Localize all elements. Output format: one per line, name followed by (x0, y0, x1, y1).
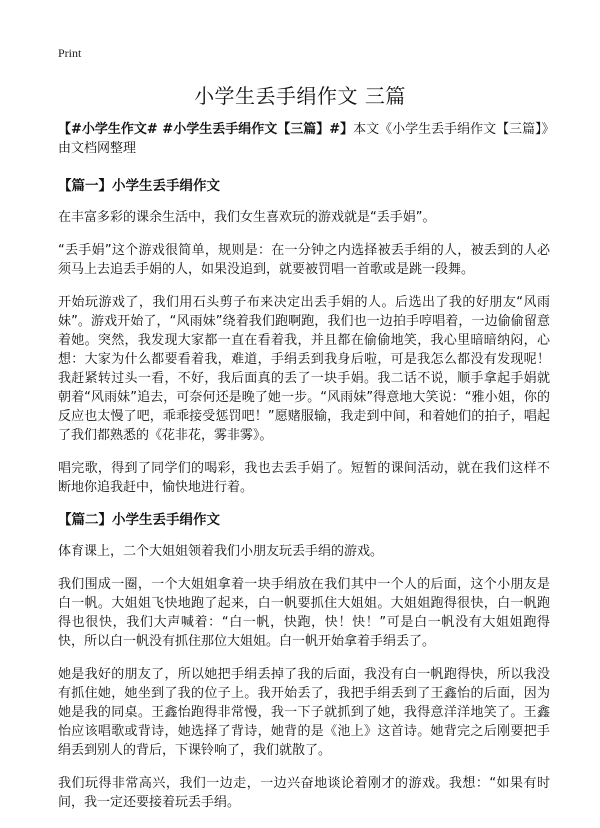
print-link[interactable]: Print (58, 46, 82, 60)
section-heading: 【篇二】小学生丢手绢作文 (58, 512, 220, 528)
paragraph: 在丰富多彩的课余生活中，我们女生喜欢玩的游戏就是“丢手娟”。 (58, 210, 436, 225)
section-2 (58, 511, 550, 812)
paragraph: 我们围成一圈，一个大姐姐拿着一块手绢放在我们其中一个人的后面，这个小朋友是白一帆。大姐姐飞快地跑了起来，白一帆要抓住大姐姐。大姐姐跑得很快，白一帆跑得也很快，我们大声喊着：“白一帆，快跑，快！快！”可是白一帆没有大姐姐跑得快，所以白一帆没有抓住那位大姐姐。白一帆开始拿着手绢丢了。 (58, 577, 550, 649)
intro-tags[interactable]: 【#小学生作文# #小学生丢手绢作文【三篇】#】 (58, 122, 354, 137)
paragraph: “丢手娟”这个游戏很简单，规则是：在一分钟之内选择被丢手绢的人，被丢到的人必须马上去追丢手娟的人，如果没追到，就要被罚唱一首歌或是跳一段舞。 (58, 243, 550, 277)
section-heading: 【篇一】小学生丢手绢作文 (58, 178, 220, 194)
paragraph: 我们玩得非常高兴，我们一边走，一边兴奋地谈论着刚才的游戏。我想：“如果有时间，我一定还要接着玩丢手绢。 (58, 776, 550, 810)
paragraph: 她是我好的朋友了，所以她把手绢丢掉了我的后面，我没有白一帆跑得快，所以我没有抓住她，她坐到了我的位子上。我开始丢了，我把手绢丢到了王鑫怡的后面，因为她是我的同桌。王鑫怡跑得非常慢，我一下子就抓到了她，我得意洋洋地笑了。王鑫怡应该唱歌或背诗，她选择了背诗，她背的是《池上》这首诗。她背完之后刚要把手绢丢到别人的背后，下课铃响了，我们就散了。 (58, 667, 550, 758)
article-body (58, 120, 550, 826)
intro-text: 本文《小学生丢手绢作文【三篇】》由文档网整理 (58, 122, 549, 156)
paragraph: 唱完歌，得到了同学们的喝彩，我也去丢手娟了。短暂的课间活动，就在我们这样不断地你追我赶中，愉快地进行着。 (58, 461, 550, 495)
paragraph: 体育课上，二个大姐姐领着我们小朋友玩丢手绢的游戏。 (58, 544, 384, 559)
intro-paragraph (58, 120, 550, 158)
paragraph: 开始玩游戏了，我们用石头剪子布来决定出丢手娟的人。后选出了我的好朋友“风雨妹”。游戏开始了，“风雨妹”绕着我们跑啊跑，我们也一边拍手哼唱着，一边偷偷留意着她。突然，我发现大家都一直在看着我，并且都在偷偷地笑，我心里暗暗纳闷，心想：大家为什么都要看着我，难道，手绢丢到我身后啦，可是我怎么都没有发现呢！我赶紧转过头一看，不好，我后面真的丢了一块手娟。我二话不说，顺手拿起手娟就朝着“风雨妹”追去，可奈何还是晚了她一步。“风雨妹”得意地大笑说：“雅小姐，你的反应也太慢了吧，乖乖接受惩罚吧！”愿赌服输，我走到中间，和着她们的拍子，唱起了我们都熟悉的《花非花，雾非雾》。 (58, 295, 550, 443)
section-1 (58, 177, 550, 497)
page-title: 小学生丢手绢作文 三篇 (194, 84, 406, 108)
